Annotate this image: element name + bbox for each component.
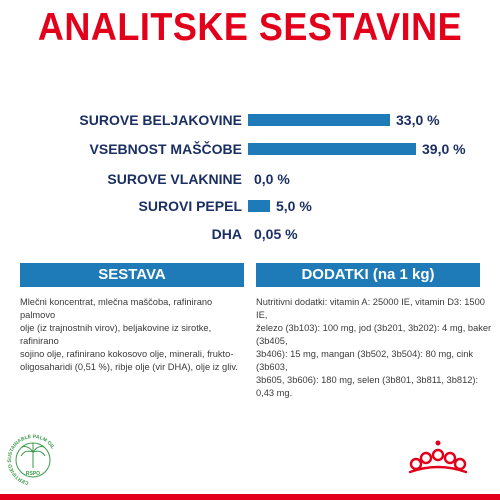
chart-bar [248, 200, 270, 212]
rspo-ring-text: CERTIFIED SUSTAINABLE PALM OIL [6, 433, 56, 486]
chart-value-label: 0,05 % [254, 226, 298, 242]
chart-value-label: 33,0 % [396, 112, 440, 128]
rspo-label: RSPO [25, 471, 41, 477]
dodatki-text [256, 296, 492, 400]
chart-bar [248, 114, 390, 126]
dodatki-heading: DODATKI (na 1 kg) [256, 263, 480, 287]
chart-category-label: SUROVE VLAKNINE [107, 171, 242, 187]
chart-category-label: VSEBNOST MAŠČOBE [89, 141, 242, 157]
footer-red-line [0, 494, 500, 500]
sestava-line: oligosaharidi (0,51 %), ribje olje (vir DHA), olje iz gliv. [20, 362, 238, 372]
chart-value-label: 0,0 % [254, 171, 290, 187]
chart-category-label: DHA [211, 226, 242, 242]
sestava-line: olje (iz trajnostnih virov), beljakovine iz sirotke, rafinirano [20, 323, 212, 346]
dodatki-line: 3b406): 15 mg, mangan (3b502, 3b504): 80 mg, cink (3b603, [256, 349, 474, 372]
chart-bar [248, 143, 416, 155]
dodatki-line: Nutritivni dodatki: vitamin A: 25000 IE, vitamin D3: 1500 IE, [256, 297, 485, 320]
chart-category-label: SUROVE BELJAKOVINE [79, 112, 242, 128]
dodatki-line: 3b605, 3b606): 180 mg, selen (3b801, 3b811, 3b812): 0,43 mg. [256, 375, 479, 398]
royal-canin-crown-icon [402, 438, 474, 478]
chart-value-label: 39,0 % [422, 141, 466, 157]
chart-value-label: 5,0 % [276, 198, 312, 214]
sestava-line: Mlečni koncentrat, mlečna maščoba, rafinirano palmovo [20, 297, 213, 320]
sestava-line: sojino olje, rafinirano kokosovo olje, minerali, frukto- [20, 349, 234, 359]
dodatki-line: železo (3b103): 100 mg, jod (3b201, 3b202): 4 mg, baker (3b405, [256, 323, 492, 346]
page-title: ANALITSKE SESTAVINE [37, 4, 463, 49]
svg-text:CERTIFIED SUSTAINABLE PALM OIL [7, 434, 56, 486]
sestava-text [20, 296, 248, 374]
rspo-logo-icon [3, 430, 63, 490]
sestava-heading: SESTAVA [20, 263, 244, 287]
chart-category-label: SUROVI PEPEL [138, 198, 242, 214]
